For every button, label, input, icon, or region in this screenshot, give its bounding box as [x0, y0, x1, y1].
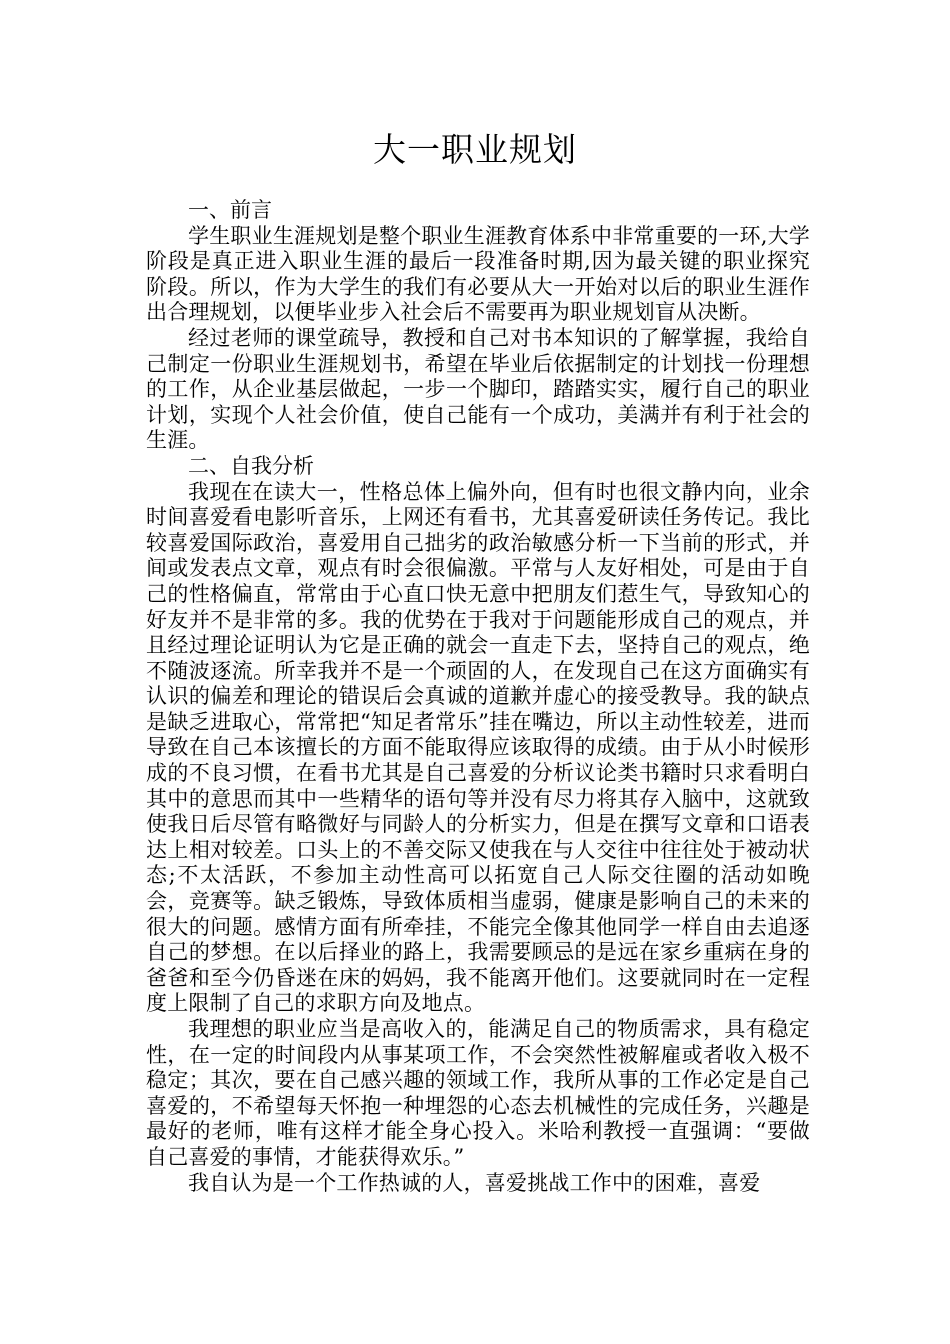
section-heading-self-analysis: 二、自我分析 — [188, 453, 314, 478]
section-heading-preface: 一、前言 — [188, 198, 272, 222]
self-analysis-paragraph-2: 我理想的职业应当是高收入的，能满足自己的物质需求，具有稳定性，在一定的时间段内从事某项工作，不会突然性被解雇或者收入极不稳定；其次，要在自己感兴趣的领域工作，我所从事的工作必定是自己喜爱的，不希望每天怀抱一种埋怨的心态去机械性的完成任务，兴趣是最好的老师，唯有这样才能全身心投入。米哈利教授一直强调：“要做自己喜爱的事情，才能获得欢乐。” — [146, 1017, 810, 1169]
document-title: 大一职业规划 — [373, 130, 577, 169]
preface-paragraph-1: 学生职业生涯规划是整个职业生涯教育体系中非常重要的一环,大学阶段是真正进入职业生涯的最后一段准备时期,因为最关键的职业探究阶段。所以，作为大学生的我们有必要从大一开始对以后的职业生涯作出合理规划，以便毕业步入社会后不需要再为职业规划盲从决断。 — [146, 223, 810, 325]
preface-paragraph-2: 经过老师的课堂疏导，教授和自己对书本知识的了解掌握，我给自己制定一份职业生涯规划书，希望在毕业后依据制定的计划找一份理想的工作，从企业基层做起，一步一个脚印，踏踏实实，履行自己的职业计划，实现个人社会价值，使自己能有一个成功，美满并有利于社会的生涯。 — [146, 325, 810, 453]
self-analysis-paragraph-1: 我现在在读大一，性格总体上偏外向，但有时也很文静内向，业余时间喜爱看电影听音乐，上网还有看书，尤其喜爱研读任务传记。我比较喜爱国际政治，喜爱用自己拙劣的政治敏感分析一下当前的形式，并间或发表点文章，观点有时会很偏激。平常与人友好相处，可是由于自己的性格偏直，常常由于心直口快无意中把朋友们惹生气，导致知心的好友并不是非常的多。我的优势在于我对于问题能形成自己的观点，并且经过理论证明认为它是正确的就会一直走下去，坚持自己的观点，绝不随波逐流。所幸我并不是一个顽固的人，在发现自己在这方面确实有认识的偏差和理论的错误后会真诚的道歉并虚心的接受教导。我的缺点是缺乏进取心，常常把“知足者常乐”挂在嘴边，所以主动性较差，进而导致在自己本该擅长的方面不能取得应该取得的成绩。由于从小时候形成的不良习惯，在看书尤其是自己喜爱的分析议论类书籍时只求看明白其中的意思而其中一些精华的语句等并没有尽力将其存入脑中，这就致使我日后尽管有略微好与同龄人的分析实力，但是在撰写文章和口语表达上相对较差。口头上的不善交际又使我在与人交往中往往处于被动状态;不太活跃，不参加主动性高可以拓宽自己人际交往圈的活动如晚会，竞赛等。缺乏锻炼，导致体质相当虚弱，健康是影响自己的未来的很大的问题。感情方面有所牵挂，不能完全像其他同学一样自由去追逐自己的梦想。在以后择业的路上，我需要顾忌的是远在家乡重病在身的爸爸和至今仍昏迷在床的妈妈，我不能离开他们。这要就同时在一定程度上限制了自己的求职方向及地点。 — [146, 479, 810, 1016]
document-body — [146, 198, 810, 1196]
self-analysis-paragraph-3: 我自认为是一个工作热诚的人，喜爱挑战工作中的困难，喜爱 — [188, 1170, 761, 1195]
